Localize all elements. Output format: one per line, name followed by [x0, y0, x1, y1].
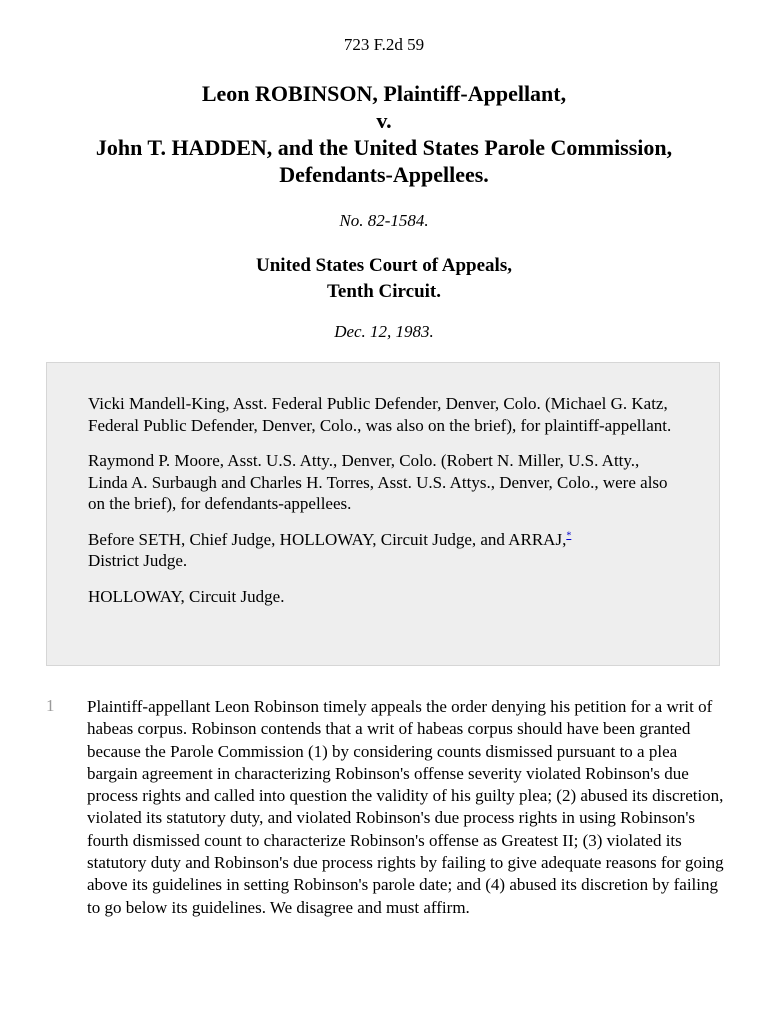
caption-appellant: Leon ROBINSON, Plaintiff-Appellant,	[201, 81, 567, 106]
paragraph-number: 1	[46, 696, 55, 715]
caption-versus: v.	[376, 108, 392, 133]
counsel-defendants: Raymond P. Moore, Asst. U.S. Atty., Denver, Colo. (Robert N. Miller, U.S. Atty., Linda A. Surbaugh and Charles H. Torres, Asst. U.S. Attys., Denver, Colo., were also on the brief), for defendants-appellees.	[88, 451, 668, 513]
panel-line	[88, 529, 679, 572]
decision-date: Dec. 12, 1983.	[334, 322, 434, 341]
panel-after: District Judge.	[88, 551, 188, 570]
paragraph-text: Plaintiff-appellant Leon Robinson timely appeals the order denying his petition for a writ of habeas corpus. Robinson contends that a writ of habeas corpus should have been granted because the Parole Commission (1) by considering counts dismissed pursuant to a plea bargain agreement in characterizing Robinson's offense severity violated Robinson's due process rights and called into question the validity of his guilty plea; (2) abused its discretion, violated its statutory duty, and violated Robinson's due process rights in using Robinson's fourth dismissed count to characterize Robinson's offense as Greatest II; (3) violated its statutory duty and Robinson's due process rights by failing to give adequate reasons for going above its guidelines in setting Robinson's parole date; and (4) abused its discretion by failing to go below its guidelines. We disagree and must affirm.	[87, 697, 724, 917]
court-name	[0, 253, 768, 305]
panel-before: Before SETH, Chief Judge, HOLLOWAY, Circuit Judge, and ARRAJ,	[88, 529, 567, 549]
footnote-link[interactable]: *	[566, 529, 572, 541]
docket-number: No. 82-1584.	[339, 211, 429, 230]
caption-appellees: John T. HADDEN, and the United States Parole Commission,	[95, 135, 673, 160]
caption-appellees-role: Defendants-Appellees.	[279, 162, 489, 187]
counsel-plaintiff: Vicki Mandell-King, Asst. Federal Public Defender, Denver, Colo. (Michael G. Katz, Federal Public Defender, Denver, Colo., was also on the brief), for plaintiff-appellant.	[88, 394, 672, 435]
court-name-line2: Tenth Circuit.	[326, 281, 442, 302]
counsel-box	[46, 362, 720, 666]
case-citation: 723 F.2d 59	[343, 35, 425, 54]
court-name-line1: United States Court of Appeals,	[256, 255, 512, 276]
opinion-author: HOLLOWAY, Circuit Judge.	[88, 586, 285, 606]
case-caption	[0, 80, 768, 188]
